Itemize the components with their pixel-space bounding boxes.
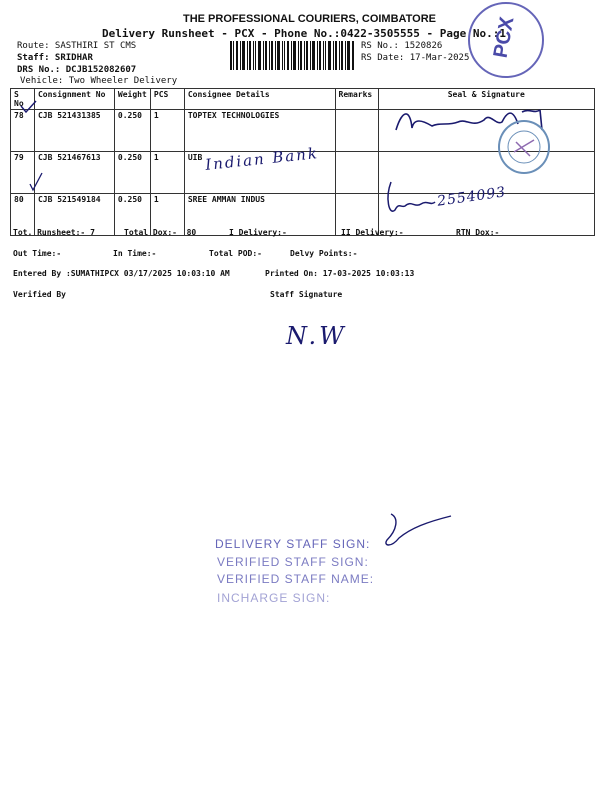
cell-consignee: SREE AMMAN INDUS xyxy=(184,194,335,236)
cell-remarks xyxy=(335,110,378,152)
cell-pcs: 1 xyxy=(150,194,184,236)
out-time: Out Time:- xyxy=(13,249,62,258)
col-consignee: Consignee Details xyxy=(184,89,335,110)
cell-pcs: 1 xyxy=(150,110,184,152)
cell-sno: 78 xyxy=(11,110,35,152)
runsheet-subtitle: Delivery Runsheet - PCX - Phone No.:0422-3505555 - Page No.:1 xyxy=(102,27,506,40)
cell-weight: 0.250 xyxy=(114,152,150,194)
pcx-stamp-text: PCX xyxy=(489,15,519,60)
total-pod: Total POD:- xyxy=(209,249,262,258)
col-weight: Weight xyxy=(114,89,150,110)
col-seal: Seal & Signature xyxy=(378,89,594,110)
stamp-delivery-staff-sign: DELIVERY STAFF SIGN: xyxy=(215,537,371,551)
cell-pcs: 1 xyxy=(150,152,184,194)
in-time: In Time:- xyxy=(113,249,157,258)
col-pcs: PCS xyxy=(150,89,184,110)
bank-seal xyxy=(498,120,550,174)
ii-delivery: II Delivery:- xyxy=(341,228,404,237)
stamp-signature-scribble xyxy=(377,510,457,555)
vehicle-label: Vehicle: Two Wheeler Delivery xyxy=(20,76,178,86)
i-delivery: I Delivery:- xyxy=(229,228,287,237)
cell-weight: 0.250 xyxy=(114,110,150,152)
col-sno: S No xyxy=(11,89,35,110)
handwritten-phone-note: 2554093 xyxy=(436,184,508,210)
total-dox: Total Dox:- 80 xyxy=(124,228,197,237)
cell-consignment: CJB 521549184 xyxy=(34,194,114,236)
rtn-dox: RTN Dox:- xyxy=(456,228,500,237)
drs-label: DRS No.: DCJB152082607 xyxy=(17,65,137,75)
delvy-points: Delvy Points:- xyxy=(290,249,358,258)
cell-consignee: TOPTEX TECHNOLOGIES xyxy=(184,110,335,152)
cell-sno: 80 xyxy=(11,194,35,236)
handwritten-signature-row-3 xyxy=(383,178,438,222)
cell-consignee: UIB xyxy=(184,152,335,194)
route-label: Route: SASTHIRI ST CMS xyxy=(17,41,137,51)
entered-by: Entered By :SUMATHIPCX 03/17/2025 10:03:10 AM xyxy=(13,269,230,278)
cell-sno: 79 xyxy=(11,152,35,194)
cell-consignment: CJB 521467613 xyxy=(34,152,114,194)
company-title: THE PROFESSIONAL COURIERS, COIMBATORE xyxy=(183,13,437,25)
stamp-verified-staff-name: VERIFIED STAFF NAME: xyxy=(217,572,375,586)
rs-date: RS Date: 17-Mar-2025 xyxy=(361,53,470,63)
staff-label: Staff: SRIDHAR xyxy=(17,53,93,63)
rs-number: RS No.: 1520826 xyxy=(361,41,443,51)
stamp-incharge-sign: INCHARGE SIGN: xyxy=(217,591,331,605)
col-consignment: Consignment No xyxy=(34,89,114,110)
tick-mark-row-3 xyxy=(28,172,44,192)
barcode xyxy=(230,41,355,70)
verified-by: Verified By xyxy=(13,290,66,299)
staff-signature: Staff Signature xyxy=(270,290,343,299)
handwritten-initials: N.W xyxy=(286,322,347,350)
printed-on: Printed On: 17-03-2025 10:03:13 xyxy=(265,269,415,278)
bank-seal-icon xyxy=(500,122,548,172)
cell-weight: 0.250 xyxy=(114,194,150,236)
col-remarks: Remarks xyxy=(335,89,378,110)
cell-remarks xyxy=(335,152,378,194)
tot-runsheet: Tot. Runsheet:- 7 xyxy=(13,228,95,237)
tick-mark-row-1 xyxy=(20,100,38,114)
cell-consignment: CJB 521431385 xyxy=(34,110,114,152)
pcx-stamp xyxy=(468,2,544,78)
stamp-verified-staff-sign: VERIFIED STAFF SIGN: xyxy=(217,555,369,569)
handwritten-bank-note: Indian Bank xyxy=(204,144,320,174)
